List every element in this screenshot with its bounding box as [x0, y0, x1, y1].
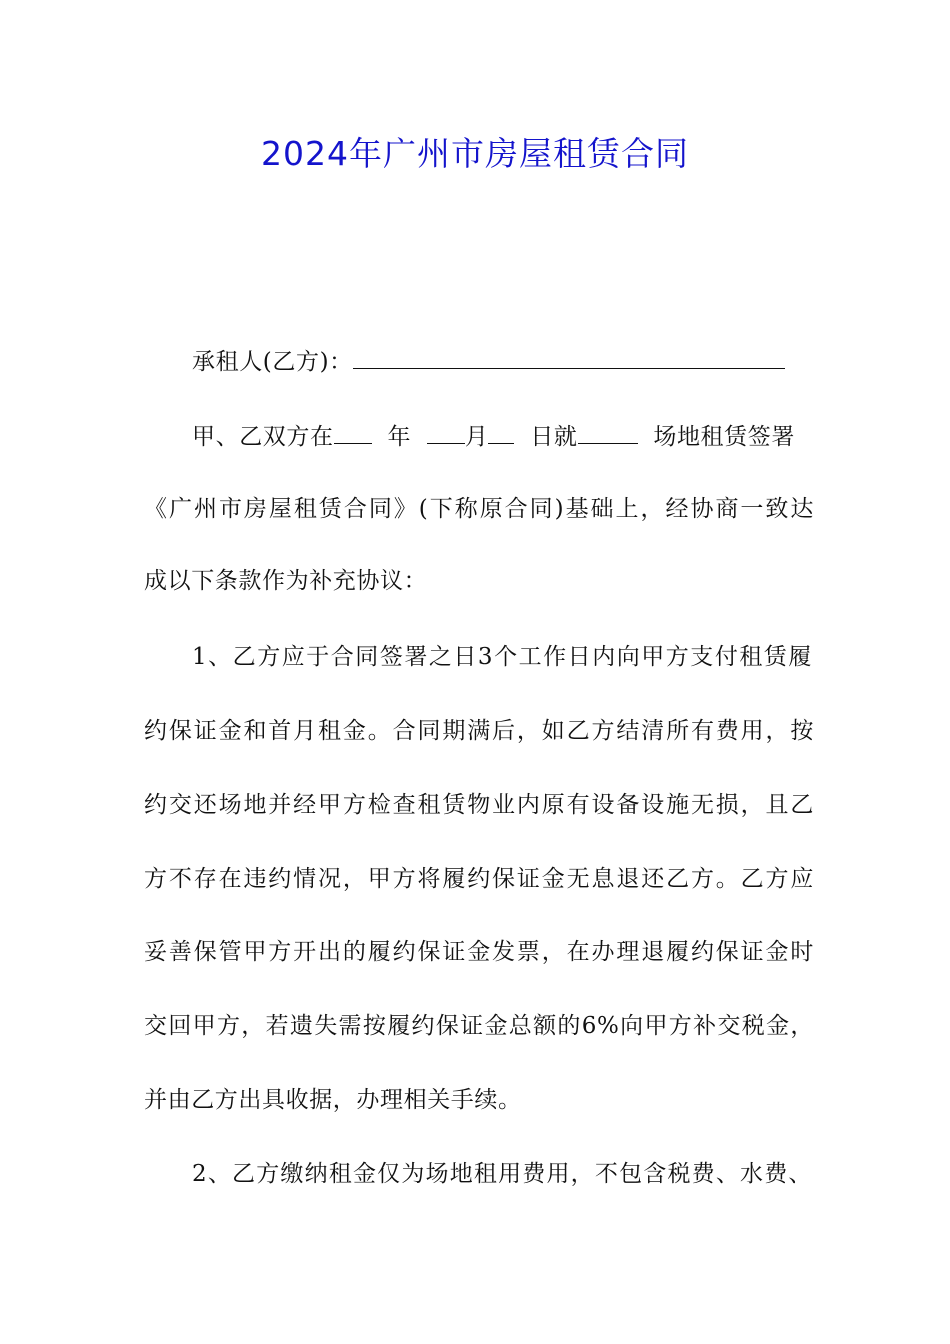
month-blank[interactable]: [427, 421, 465, 444]
clause1-line-4: 方不存在违约情况，甲方将履约保证金无息退还乙方。乙方应: [144, 866, 814, 892]
intro-line-2: 《广州市房屋租赁合同》(下称原合同)基础上，经协商一致达: [144, 496, 814, 522]
clause1-line-2: 约保证金和首月租金。合同期满后，如乙方结清所有费用，按: [144, 718, 814, 744]
clause1-line-3: 约交还场地并经甲方检查租赁物业内原有设备设施无损，且乙: [144, 792, 814, 818]
clause1-line-5: 妥善保管甲方开出的履约保证金发票，在办理退履约保证金时: [144, 939, 814, 965]
intro-line-3: 成以下条款作为补充协议：: [144, 568, 428, 594]
document-title: 2024年广州市房屋租赁合同: [261, 134, 689, 173]
clause1-line-7: 并由乙方出具收据，办理相关手续。: [144, 1087, 522, 1113]
intro-text-5: 场地租赁签署: [653, 424, 795, 450]
clause1-line-1: 1、乙方应于合同签署之日3个工作日内向甲方支付租赁履: [192, 644, 812, 670]
year-blank[interactable]: [334, 421, 372, 444]
clause1-line-6: 交回甲方，若遗失需按履约保证金总额的6%向甲方补交税金，: [144, 1013, 814, 1039]
intro-text-2: 年: [387, 424, 412, 450]
lessee-line: [192, 346, 812, 377]
clause2-line-1: 2、乙方缴纳租金仅为场地租用费用，不包含税费、水费、: [192, 1161, 812, 1187]
day-blank[interactable]: [488, 421, 514, 444]
venue-blank[interactable]: [578, 421, 638, 444]
intro-text-4: 日就: [530, 424, 578, 450]
lessee-label: 承租人(乙方)：: [192, 349, 353, 375]
lessee-blank[interactable]: [353, 346, 785, 369]
intro-text-3: 月: [464, 424, 489, 450]
intro-text-1: 甲、乙双方在: [192, 424, 334, 450]
intro-line-1: [192, 421, 812, 452]
